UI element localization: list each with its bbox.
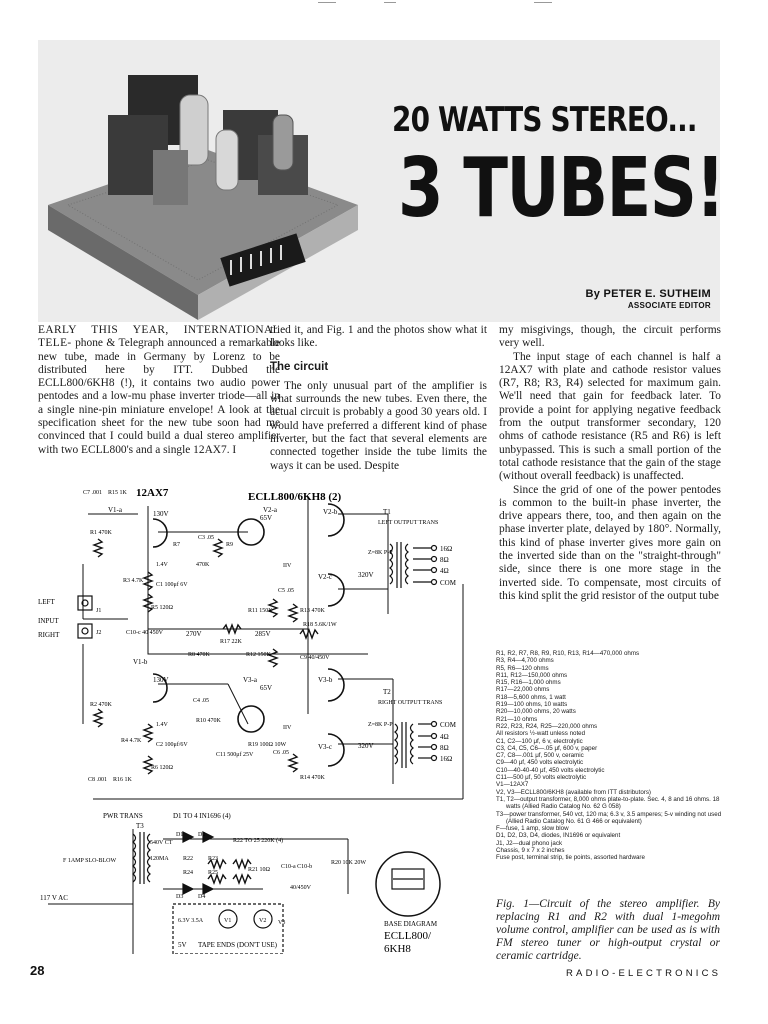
label-470k: 470K: [196, 562, 210, 568]
label-r17: R17 22K: [220, 639, 242, 645]
label-c9: C9 40/450V: [300, 655, 330, 661]
label-r10: R10 470K: [196, 718, 221, 724]
label-j1: J1: [96, 608, 102, 614]
parts-list-item: C9—40 μf, 450 volts electrolytic: [496, 759, 584, 767]
paragraph: my misgivings, though, the circuit performs very well.: [499, 324, 721, 350]
label-t3: T3: [136, 822, 144, 830]
article-column-1: [38, 324, 280, 457]
parts-list-item: R11, R12—150,000 ohms: [496, 671, 568, 679]
label-r22: R22: [183, 856, 194, 862]
label-left-input: LEFT: [38, 598, 55, 606]
parts-list-item: R21—10 ohms: [496, 715, 538, 723]
paragraph: The input stage of each channel is half a 12AX7 with plate and cathode resistor values (R7, R8; R3, R4) selected for maximum gain. We'll need that gain for feedback later. To provide a point for applying negative feedback from the output transformer secondary, 120 ohms of cathode resistance (R5 and R6) is left unbypassed. This is such a small portion of the total cathode resistance that the gain of the stage (without overall feedback) is unaffected.: [499, 350, 721, 483]
parts-list-item: C11—500 μf, 50 volts electrolytic: [496, 774, 587, 782]
label-8ohm-b: 8Ω: [440, 744, 449, 752]
parts-list-item: R3, R4—4,700 ohms: [496, 657, 554, 665]
label-117vac: 117 V AC: [40, 894, 68, 902]
label-input: INPUT: [38, 617, 59, 625]
label-v2b: V2-b: [323, 508, 338, 516]
label-r5: R5 120Ω: [151, 605, 173, 611]
author-role: ASSOCIATE EDITOR: [627, 301, 711, 310]
label-t2-desc: RIGHT OUTPUT TRANS: [378, 700, 443, 706]
label-c8: C8 .001: [88, 777, 108, 783]
paragraph: tried it, and Fig. 1 and the photos show what it looks like.: [270, 324, 487, 350]
label-v3c: V3-c: [318, 743, 332, 751]
lead-in: EARLY THIS YEAR, INTERNATIONAL TELE-: [38, 324, 280, 350]
label-65v-b: 65V: [260, 684, 273, 692]
parts-list-item: C3, C4, C5, C6—.05 μf, 600 v, paper: [496, 744, 598, 752]
parts-list-item: R22, R23, R24, R25—220,000 ohms: [496, 722, 598, 730]
label-16ohm-b: 16Ω: [440, 755, 453, 763]
label-540v: 540V CT: [150, 840, 173, 846]
label-130v-b: 130V: [153, 676, 169, 684]
byline: [586, 288, 712, 310]
label-r15: R15 1K: [108, 490, 127, 496]
parts-list-item: V1—12AX7: [496, 781, 529, 789]
tube-label-ecll800: ECLL800/6KH8 (2): [248, 491, 342, 503]
label-r8: R8 470K: [188, 652, 210, 658]
label-270v: 270V: [186, 630, 202, 638]
label-v3a: V3-a: [243, 676, 257, 684]
label-tape-ends: TAPE ENDS (DON'T USE): [198, 941, 277, 949]
label-c10ab: C10-a C10-b: [281, 864, 313, 870]
label-c4: C4 .05: [193, 698, 210, 704]
magazine-name: RADIO-ELECTRONICS: [566, 968, 722, 979]
label-65v-a: 65V: [260, 514, 273, 522]
label-120ma: 120MA: [150, 856, 169, 862]
parts-list-item: T1, T2—output transformer, 8,000 ohms plate-to-plate. Sec. 4, 8 and 16 ohms. 18 watts (Allied Radio Catalog No. 62 G 058): [496, 795, 720, 811]
label-c1: C1 100μf 6V: [156, 582, 188, 588]
parts-list-item: Fuse post, terminal strip, tie points, assorted hardware: [496, 854, 645, 862]
label-285v: 285V: [255, 630, 271, 638]
label-zpp-2: Z=8K P-P: [368, 722, 393, 728]
label-c7: C7 .001: [83, 490, 103, 496]
parts-list-item: F—fuse, 1 amp, slow blow: [496, 825, 569, 833]
parts-list-item: C7, C8—.001 μf, 500 v, ceramic: [496, 752, 584, 760]
parts-list-item: R15, R16—1,000 ohms: [496, 679, 561, 687]
parts-list-item: T3—power transformer, 540 vct, 120 ma; 6.3 v, 3.5 amperes; 5-v winding not used (Allied Radio Catalog No. 61 G 466 or equivalent): [496, 810, 722, 825]
label-r25: R25: [208, 870, 219, 876]
label-c10v: 40/450V: [290, 885, 311, 891]
subhead: The circuit: [270, 360, 329, 373]
label-r12: R12 150K: [246, 652, 271, 658]
label-t2: T2: [383, 688, 391, 696]
label-r22-to-25: R22 TO 25 220K (4): [233, 838, 284, 844]
label-base-diagram: BASE DIAGRAM: [384, 920, 438, 928]
label-c10c: C10-c 40 450V: [126, 630, 163, 636]
label-base-tube-2: 6KH8: [384, 943, 411, 954]
label-r2: R2 470K: [90, 702, 112, 708]
label-base-tube-1: ECLL800/: [384, 930, 432, 942]
label-r7: R7: [173, 542, 181, 548]
parts-list-item: R1, R2, R7, R8, R9, R10, R13, R14—470,000 ohms: [496, 650, 640, 657]
paragraph: phone & Telegraph announced a remarkable new tube, made in Germany by Lorenz to be distributed here by ITT. Dubbed the ECLL800/6KH8 (!), it contains two audio power pentodes and a low-mu phase inverter triode—all in a single nine-pin miniature envelope! A look at the specification sheet for the new tube soon had me convinced that I could build a dual stereo amplifier with two ECLL800's and a single 12AX7. I: [38, 337, 280, 456]
paragraph: Since the grid of one of the power pentodes is common to the built-in phase inverter, the drive appears there, too, and then again on the phase inverter plate, delayed by 180°. Normally, this kind of phase inverter gives more gain on the inverted side than on the "straight-through" side, since there is one more stage in the inverted side. To compensate, most circuits of this kind split the grid resistor of the output tube: [499, 483, 721, 602]
paragraph: The only unusual part of the amplifier is what surrounds the new tubes. Even there, the actual circuit is probably a good 30 years old. I would have preferred a different kind of phase inverter, but the fact that several elements are connected together inside the tube limits the ways it can be used. Despite: [270, 379, 487, 472]
label-r16: R16 1K: [113, 777, 132, 783]
label-c2: C2 100μf/6V: [156, 742, 188, 748]
label-iiv-b: IIV: [283, 725, 292, 731]
parts-list-item: R17—22,000 ohms: [496, 686, 550, 694]
label-heater-v2: V2: [259, 918, 267, 924]
label-130v-a: 130V: [153, 510, 169, 518]
article-column-3: [499, 324, 721, 603]
article-column-2: [270, 324, 487, 473]
label-heater-v1: V1: [224, 918, 232, 924]
label-r1: R1 470K: [90, 530, 112, 536]
label-1.4v-b: 1.4V: [156, 722, 168, 728]
label-16ohm-a: 16Ω: [440, 545, 453, 553]
label-r24: R24: [183, 870, 194, 876]
label-r14: R14 470K: [300, 775, 325, 781]
label-v1a: V1-a: [108, 506, 122, 514]
label-zpp-1: Z=8K P-P: [368, 550, 393, 556]
label-r4: R4 4.7K: [121, 738, 142, 744]
schematic-text-layer: [38, 484, 494, 954]
label-t1: T1: [383, 508, 391, 516]
parts-list-item: R20—10,000 ohms, 20 watts: [496, 708, 576, 716]
parts-list-item: C1, C2—100 μf, 6 v, electrolytic: [496, 737, 583, 745]
label-r9: R9: [226, 542, 234, 548]
label-4ohm-b: 4Ω: [440, 733, 449, 741]
label-r13: R13 470K: [300, 608, 325, 614]
label-r18: R18 5.6K/1W: [303, 622, 337, 628]
label-heater: 6.3V 3.5A: [178, 918, 204, 924]
label-com-a: COM: [440, 579, 456, 587]
label-c3: C3 .05: [198, 535, 215, 541]
label-1.4v-a: 1.4V: [156, 562, 168, 568]
label-iiv-a: IIV: [283, 563, 292, 569]
parts-list-item: Chassis, 9 x 7 x 2 inches: [496, 847, 565, 855]
parts-list-item: All resistors ½-watt unless noted: [496, 730, 586, 738]
label-4ohm-a: 4Ω: [440, 567, 449, 575]
top-rule: [318, 2, 336, 3]
label-v3b: V3-b: [318, 676, 333, 684]
label-c5: C5 .05: [278, 588, 295, 594]
page-number: 28: [30, 963, 45, 978]
label-d2: D2: [198, 832, 206, 838]
label-j2: J2: [96, 630, 102, 636]
label-r11: R11 150K: [248, 608, 273, 614]
headline-line2: 3 TUBES!: [398, 141, 724, 236]
label-r19: R19 100Ω 10W: [248, 742, 287, 748]
label-c6: C6 .05: [273, 750, 290, 756]
author-name: By PETER E. SUTHEIM: [585, 288, 711, 300]
label-v2a: V2-a: [263, 506, 277, 514]
parts-list-item: R19—100 ohms, 10 watts: [496, 701, 568, 709]
parts-list-item: D1, D2, D3, D4, diodes, IN1696 or equivalent: [496, 832, 621, 840]
label-r20: R20 10K 20W: [331, 860, 366, 866]
label-com-b: COM: [440, 721, 456, 729]
label-c11: C11 500μf 25V: [216, 752, 254, 758]
parts-list-item: R5, R6—120 ohms: [496, 664, 549, 672]
label-d3: D3: [176, 894, 184, 900]
label-fuse: F 1AMP SLO-BLOW: [63, 858, 117, 864]
top-rule: [534, 2, 552, 3]
label-8ohm-a: 8Ω: [440, 556, 449, 564]
label-r23: R23: [208, 856, 219, 862]
label-d1: D1: [176, 832, 184, 838]
top-rule: [384, 2, 396, 3]
label-5v: 5V: [178, 941, 187, 949]
tube-label-12ax7: 12AX7: [136, 487, 169, 499]
label-t1-desc: LEFT OUTPUT TRANS: [378, 520, 439, 526]
label-320v-b: 320V: [358, 742, 374, 750]
parts-list-item: J1, J2—dual phono jack: [496, 839, 563, 847]
label-v2c: V2-c: [318, 573, 332, 581]
label-heater-v3: V3: [278, 920, 286, 926]
label-d4: D4: [198, 894, 206, 900]
parts-list: [496, 650, 724, 862]
label-v1b: V1-b: [133, 658, 148, 666]
label-diodes: D1 TO 4 IN1696 (4): [173, 812, 231, 820]
label-r6: R6 120Ω: [151, 765, 173, 771]
parts-list-item: V2, V3—ECLL800/6KH8 (available from ITT distributors): [496, 788, 651, 796]
label-r3: R3 4.7K: [123, 578, 144, 584]
amplifier-photo: [48, 55, 358, 320]
headline-line1: 20 WATTS STEREO...: [392, 100, 697, 140]
parts-list-item: C10—40-40-40 μf, 450 volts electrolytic: [496, 766, 605, 774]
label-320v-a: 320V: [358, 571, 374, 579]
label-right-input: RIGHT: [38, 631, 60, 639]
parts-list-item: R18—5,600 ohms, 1 watt: [496, 693, 566, 701]
label-r21: R21 10Ω: [248, 867, 270, 873]
label-pwr-trans: PWR TRANS: [103, 812, 143, 820]
figure-caption: Fig. 1—Circuit of the stereo amplifier. By replacing R1 and R2 with dual 1-megohm volume control, amplifier can be used as is with FM stereo tuner or high-output crystal or ceramic cartridge.: [496, 898, 720, 962]
